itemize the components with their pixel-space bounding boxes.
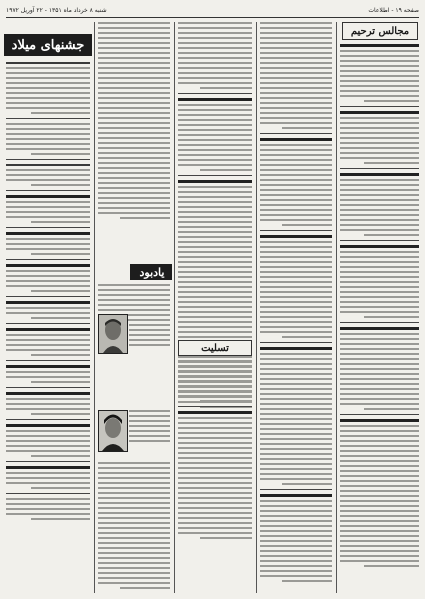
column-divider bbox=[256, 22, 257, 593]
memorial-text-3 bbox=[129, 410, 170, 445]
column-divider bbox=[174, 22, 175, 593]
column-4-text bbox=[260, 22, 332, 585]
column-divider bbox=[336, 22, 337, 593]
sympathy-title: تسلیت bbox=[178, 340, 252, 356]
page-header bbox=[6, 3, 419, 18]
column-4 bbox=[258, 22, 334, 593]
memorial-portrait-1 bbox=[98, 314, 128, 354]
memorial-text-2 bbox=[129, 314, 170, 349]
memorial-title: یادبود bbox=[130, 264, 172, 280]
date-line: شنبه ۸ خرداد ماه ۱۳۵۱ - ۲۲ آوریل ۱۹۷۲ bbox=[6, 6, 107, 14]
column-divider bbox=[94, 22, 95, 593]
birthday-text-block bbox=[6, 62, 90, 523]
column-2-lower-text bbox=[98, 462, 170, 592]
column-2-upper-text bbox=[98, 22, 170, 222]
memorial-portrait-2 bbox=[98, 410, 128, 452]
column-3 bbox=[176, 22, 254, 593]
column-5 bbox=[338, 22, 421, 593]
birthday-title: جشنهای میلاد bbox=[4, 34, 92, 56]
condolence-text bbox=[340, 44, 419, 570]
sympathy-text bbox=[178, 360, 252, 542]
column-2 bbox=[96, 22, 172, 593]
page-label: صفحه ۱۹ - اطلاعات bbox=[368, 6, 419, 14]
column-1 bbox=[4, 22, 92, 593]
condolence-title: مجالس ترحیم bbox=[342, 22, 418, 40]
